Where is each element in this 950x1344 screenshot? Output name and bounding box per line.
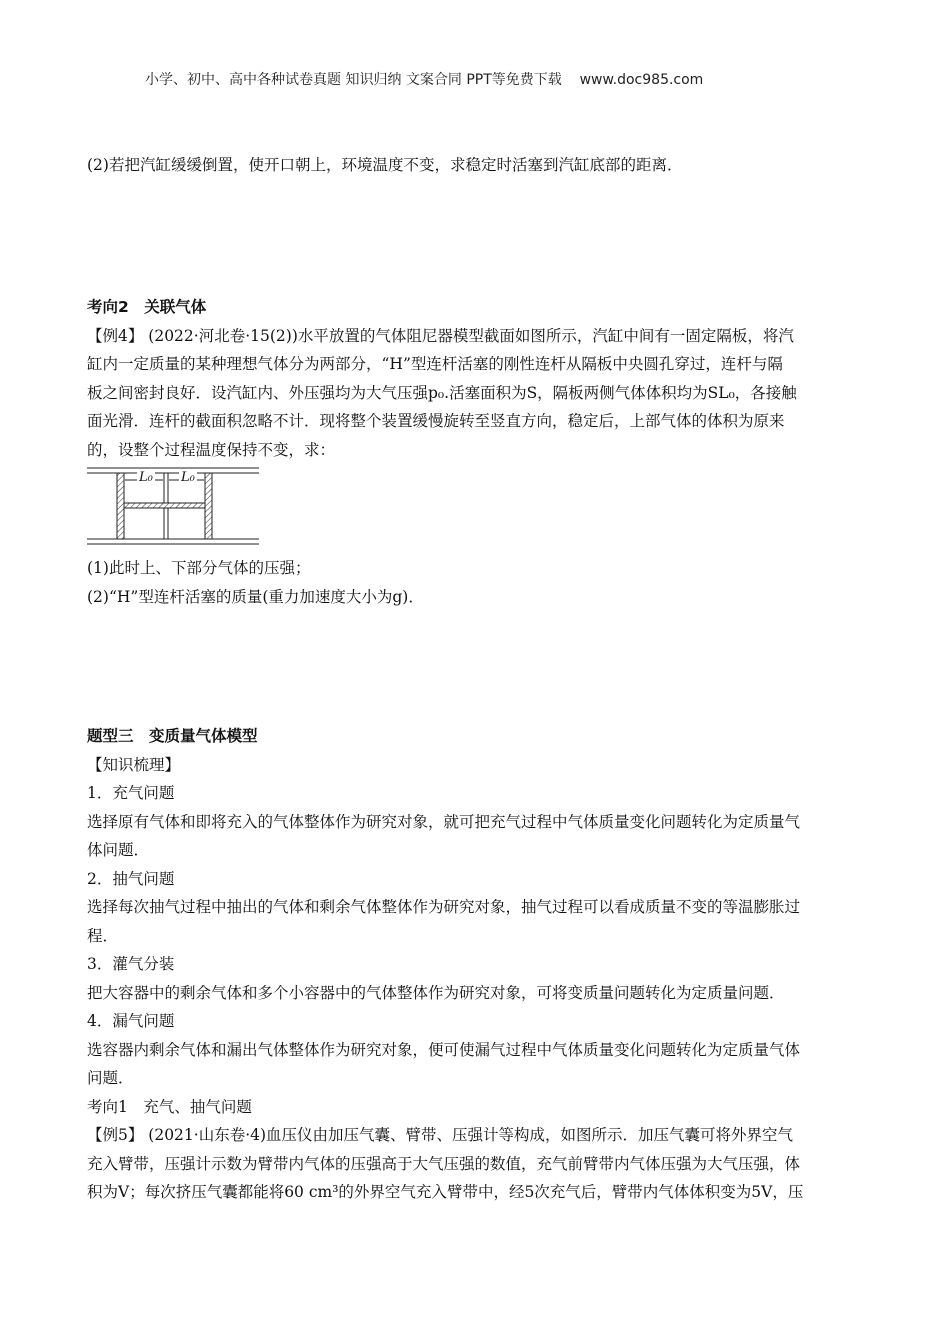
text-line: 板之间密封良好．设汽缸内、外压强均为大气压强p₀.活塞面积为S，隔板两侧气体体积均为SL₀，各接触 <box>87 383 797 402</box>
text-line: 选容器内剩余气体和漏出气体整体作为研究对象，便可使漏气过程中气体质量变化问题转化为定质量气体 <box>87 1040 801 1059</box>
previous-question <box>87 151 857 180</box>
text-line: 面光滑．连杆的截面积忽略不计．现将整个装置缓慢旋转至竖直方向，稳定后，上部气体的体积为原来 <box>87 412 785 430</box>
text-line: 选择原有气体和即将充入的气体整体作为研究对象，就可把充气过程中气体质量变化问题转化为定质量气 <box>87 812 801 831</box>
text-line: 积为V；每次挤压气囊都能将60 cm³的外界空气充入臂带中，经5次充气后，臂带内气体体积变为5V，压 <box>87 1183 804 1201</box>
section-title: 考向2 关联气体 <box>87 298 207 316</box>
text-line: 【例4】 (2022·河北卷·15(2))水平放置的气体阻尼器模型截面如图所示，汽缸中间有一固定隔板，将汽 <box>87 326 794 345</box>
sub-question-1: (1)此时上、下部分气体的压强； <box>87 559 311 577</box>
text-line: 4．漏气问题 <box>87 1012 175 1030</box>
section-related-gas <box>87 293 857 611</box>
text-line: 1．充气问题 <box>87 784 175 802</box>
text-line: 选择每次抽气过程中抽出的气体和剩余气体整体作为研究对象，抽气过程可以看成质量不变的等温膨胀过 <box>87 898 801 916</box>
text-line: 【知识梳理】 <box>87 755 181 774</box>
question-part-2: (2)若把汽缸缓缓倒置，使开口朝上，环境温度不变，求稳定时活塞到汽缸底部的距离． <box>87 156 683 174</box>
text-line: 体问题． <box>87 841 150 859</box>
text-line: 程． <box>87 926 119 945</box>
figure-label-l0: L₀ <box>139 470 153 485</box>
sub-question-2: (2)“H”型连杆活塞的质量(重力加速度大小为g)． <box>87 587 424 606</box>
text-line: 3．灌气分装 <box>87 955 175 973</box>
figure-label-l0: L₀ <box>181 470 195 485</box>
text-line: 充入臂带，压强计示数为臂带内气体的压强高于大气压强的数值，充气前臂带内气体压强为大气压强，体 <box>87 1154 801 1173</box>
text-line: 问题． <box>87 1069 134 1087</box>
text-line: 【例5】 (2021·山东卷·4)血压仪由加压气囊、臂带、压强计等构成，如图所示．加压气囊可将外界空气 <box>87 1126 794 1144</box>
section-variable-mass-gas <box>87 722 857 1207</box>
text-line: 的，设整个过程温度保持不变，求： <box>87 440 336 459</box>
section-title: 题型三 变质量气体模型 <box>87 727 258 745</box>
text-line: 考向1 充气、抽气问题 <box>87 1097 252 1116</box>
damper-figure <box>87 466 262 546</box>
text-line: 缸内一定质量的某种理想气体分为两部分，“H”型连杆活塞的刚性连杆从隔板中央圆孔穿过，连杆与隔 <box>87 355 783 373</box>
text-line: 把大容器中的剩余气体和多个小容器中的气体整体作为研究对象，可将变质量问题转化为定质量问题． <box>87 983 785 1002</box>
text-line: 2．抽气问题 <box>87 869 175 888</box>
page-header: 小学、初中、高中各种试卷真题 知识归纳 文案合同 PPT等免费下载 www.doc985.com <box>145 72 704 88</box>
